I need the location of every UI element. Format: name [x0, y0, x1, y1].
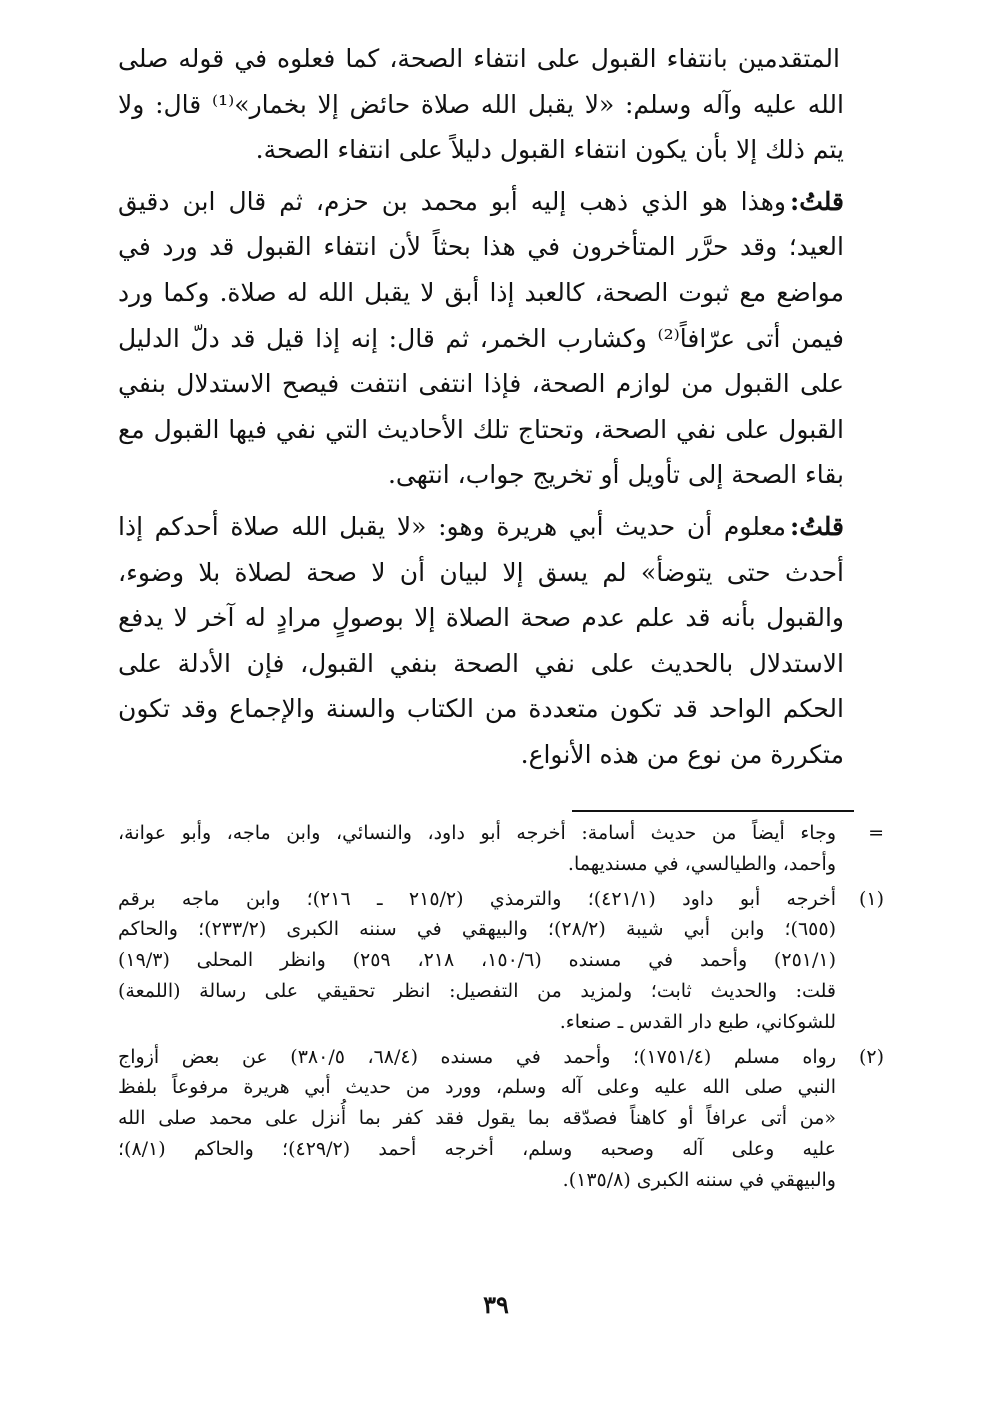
footnote-continuation	[118, 818, 884, 880]
paragraph-text: وهذا هو الذي ذهب إليه أبو محمد بن حزم، ثم قال ابن دقيق العيد؛ وقد حرَّر المتأخرون في هذا بحثاً لأن انتفاء القبول قد ورد في مواضع مع ثبوت الصحة، كالعبد إذا أبق لا يقبل الله له صلاة. وكما ورد فيمن أتى عرّافاً⁽²⁾ وكشارب الخمر، ثم قال: إنه إذا قيل قد دلّ الدليل على القبول من لوازم الصحة، فإذا انتفى انتفت فيصح الاستدلال بنفي القبول على نفي الصحة، وتحتاج تلك الأحاديث التي نفي فيها القبول مع بقاء الصحة إلى تأويل أو تخريج جواب، انتهى.	[118, 186, 844, 490]
footnote-line: النبي صلى الله عليه وعلى آله وسلم، وورد من حديث أبي هريرة مرفوعاً بلفظ	[118, 1076, 836, 1099]
footnote-line: والبيهقي في سننه الكبرى (١٣٥/٨).	[562, 1168, 836, 1191]
footnotes-block	[118, 818, 884, 1200]
paragraph-2	[118, 179, 844, 498]
paragraph-text: معلوم أن حديث أبي هريرة وهو: «لا يقبل الله صلاة أحدكم إذا أحدث حتى يتوضأ» لم يسق إلا لبيان أن لا صحة لصلاة بلا وضوء، والقبول بأنه قد علم عدم صحة الصلاة إلا بوصولٍ مرادٍ له آخر لا يدفع الاستدلال بالحديث على نفي الصحة بنفي القبول، فإن الأدلة على الحكم الواحد قد تكون متعددة من الكتاب والسنة والإجماع وقد تكون متكررة من نوع من هذه الأنواع.	[118, 511, 844, 769]
footnote-line: عليه وعلى آله وصحبه وسلم، أخرجه أحمد (٤٢٩/٢)؛ والحاكم (٨/١)؛	[118, 1137, 836, 1160]
footnote-marker: =	[868, 822, 884, 844]
footnote-line: (٦٥٥)؛ وابن أبي شيبة (٢٨/٢)؛ والبيهقي في سننه الكبرى (٢٣٣/٢)؛ والحاكم	[118, 918, 837, 941]
footnote-line: وجاء أيضاً من حديث أسامة: أخرجه أبو داود، والنسائي، وابن ماجه، وأبو عوانة،	[118, 822, 836, 844]
footnote-line: للشوكاني، طبع دار القدس ـ صنعاء.	[559, 1010, 836, 1033]
main-text-block	[118, 36, 844, 778]
paragraph-lead	[840, 44, 844, 73]
footnote-2	[118, 1042, 884, 1196]
page-number: ٣٩	[483, 1290, 509, 1319]
footnote-line: رواه مسلم (١٧٥١/٤)؛ وأحمد في مسنده (٦٨/٤، ٣٨٠/٥) عن بعض أزواج	[118, 1045, 836, 1068]
paragraph-1	[118, 36, 844, 173]
footnote-separator	[572, 810, 854, 812]
paragraph-lead: قلتُ:	[789, 186, 844, 216]
footnote-line: قلت: والحديث ثابت؛ ولمزيد من التفصيل: انظر تحقيقي على رسالة (اللمعة)	[118, 979, 836, 1002]
footnote-line: وأحمد، والطيالسي، في مسنديهما.	[567, 852, 836, 875]
footnote-marker: (٢)	[858, 1045, 884, 1068]
paragraph-text: المتقدمين بانتفاء القبول على انتفاء الصحة، كما فعلوه في قوله صلى الله عليه وآله وسلم: «لا يقبل الله صلاة حائض إلا بخمار»⁽¹⁾ قال: ولا يتم ذلك إلا بأن يكون انتفاء القبول دليلاً على انتفاء الصحة.	[118, 44, 844, 165]
paragraph-3	[118, 504, 844, 778]
footnote-line: (٢٥١/١) وأحمد في مسنده (١٥٠/٦، ٢١٨، ٢٥٩) وانظر المحلى (١٩/٣)	[118, 949, 837, 972]
footnote-line: أخرجه أبو داود (٤٢١/١)؛ والترمذي (٢١٥/٢ ـ ٢١٦)؛ وابن ماجه برقم	[118, 887, 836, 910]
footnote-1	[118, 884, 884, 1038]
paragraph-lead: قلتُ:	[789, 511, 844, 541]
footnote-marker: (١)	[858, 887, 884, 910]
footnote-line: «من أتى عرافاً أو كاهناً فصدّقه بما يقول فقد كفر بما أُنزل على محمد صلى الله	[118, 1107, 836, 1130]
